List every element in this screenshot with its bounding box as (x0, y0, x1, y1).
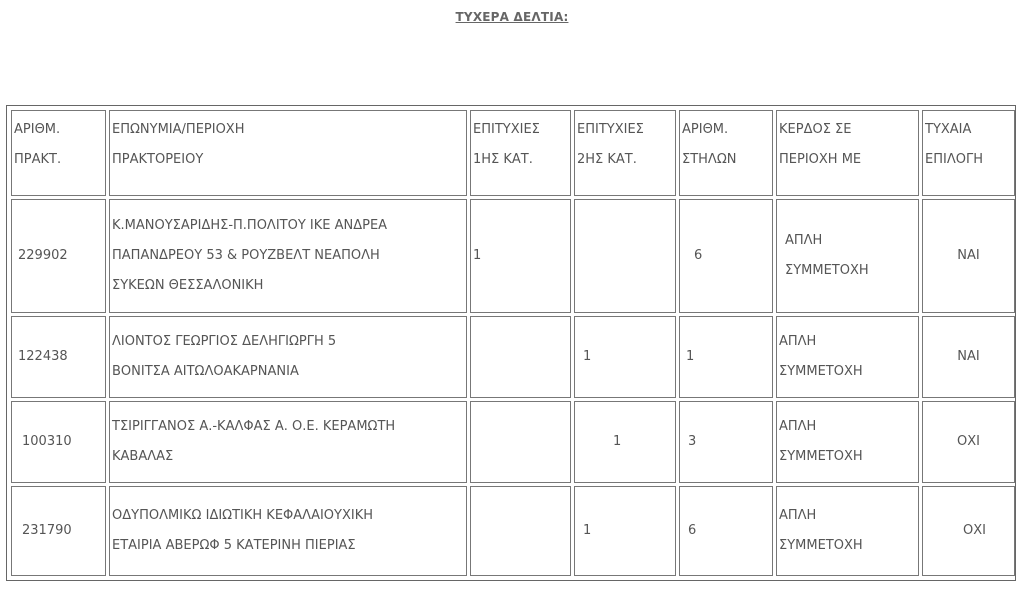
header-second-category-wins: ΕΠΙΤΥΧΙΕΣ 2ΗΣ ΚΑΤ. (574, 110, 676, 196)
cell-agency-number: 229902 (11, 199, 106, 313)
cell-second-category: 1 (574, 401, 676, 483)
page-title: ΤΥΧΕΡΑ ΔΕΛΤΙΑ: (455, 10, 569, 24)
cell-agency-name: ΛΙΟΝΤΟΣ ΓΕΩΡΓΙΟΣ ΔΕΛΗΓΙΩΡΓΗ 5 ΒΟΝΙΤΣΑ ΑΙΤΩΛΟΑΚΑΡΝΑΝΙΑ (109, 316, 467, 398)
cell-agency-number: 122438 (11, 316, 106, 398)
cell-columns: 1 (679, 316, 773, 398)
cell-agency-number: 231790 (11, 486, 106, 576)
header-agency-name-area: ΕΠΩΝΥΜΙΑ/ΠΕΡΙΟΧΗ ΠΡΑΚΤΟΡΕΙΟΥ (109, 110, 467, 196)
table-row (11, 401, 1015, 483)
header-win-area: ΚΕΡΔΟΣ ΣΕ ΠΕΡΙΟΧΗ ΜΕ (776, 110, 919, 196)
cell-first-category (470, 401, 571, 483)
header-random-selection: ΤΥΧΑΙΑ ΕΠΙΛΟΓΗ (922, 110, 1015, 196)
header-first-category-wins: ΕΠΙΤΥΧΙΕΣ 1ΗΣ ΚΑΤ. (470, 110, 571, 196)
cell-area: ΑΠΛΗ ΣΥΜΜΕΤΟΧΗ (776, 199, 919, 313)
cell-columns: 3 (679, 401, 773, 483)
cell-agency-name: ΟΔΥΠΟΛΜΙΚΩ ΙΔΙΩΤΙΚΗ ΚΕΦΑΛΑΙΟΥΧΙΚΗ ΕΤΑΙΡΙΑ ΑΒΕΡΩΦ 5 ΚΑΤΕΡΙΝΗ ΠΙΕΡΙΑΣ (109, 486, 467, 576)
header-columns-count: ΑΡΙΘΜ. ΣΤΗΛΩΝ (679, 110, 773, 196)
cell-agency-name: Κ.ΜΑΝΟΥΣΑΡΙΔΗΣ-Π.ΠΟΛΙΤΟΥ ΙΚΕ ΑΝΔΡΕΑ ΠΑΠΑΝΔΡΕΟΥ 53 & ΡΟΥΖΒΕΛΤ ΝΕΑΠΟΛΗ ΣΥΚΕΩΝ ΘΕΣΣΑΛΟΝΙΚΗ (109, 199, 467, 313)
cell-random-selection: ΝΑΙ (922, 199, 1015, 313)
table-header-row (11, 110, 1015, 196)
cell-first-category: 1 (470, 199, 571, 313)
cell-second-category: 1 (574, 316, 676, 398)
cell-agency-name: ΤΣΙΡΙΓΓΑΝΟΣ Α.-ΚΑΛΦΑΣ Α. Ο.Ε. ΚΕΡΑΜΩΤΗ ΚΑΒΑΛΑΣ (109, 401, 467, 483)
table-row (11, 486, 1015, 576)
cell-agency-number: 100310 (11, 401, 106, 483)
cell-second-category (574, 199, 676, 313)
cell-area: ΑΠΛΗ ΣΥΜΜΕΤΟΧΗ (776, 401, 919, 483)
cell-area: ΑΠΛΗ ΣΥΜΜΕΤΟΧΗ (776, 486, 919, 576)
cell-random-selection: ΟΧΙ (922, 401, 1015, 483)
table-row (11, 199, 1015, 313)
cell-random-selection: ΝΑΙ (922, 316, 1015, 398)
cell-first-category (470, 316, 571, 398)
cell-second-category: 1 (574, 486, 676, 576)
cell-columns: 6 (679, 486, 773, 576)
table-row (11, 316, 1015, 398)
cell-area: ΑΠΛΗ ΣΥΜΜΕΤΟΧΗ (776, 316, 919, 398)
winning-tickets-table (6, 105, 1016, 581)
cell-random-selection: ΟΧΙ (922, 486, 1015, 576)
cell-columns: 6 (679, 199, 773, 313)
header-agency-number: ΑΡΙΘΜ. ΠΡΑΚΤ. (11, 110, 106, 196)
cell-first-category (470, 486, 571, 576)
results-table (8, 107, 1018, 579)
